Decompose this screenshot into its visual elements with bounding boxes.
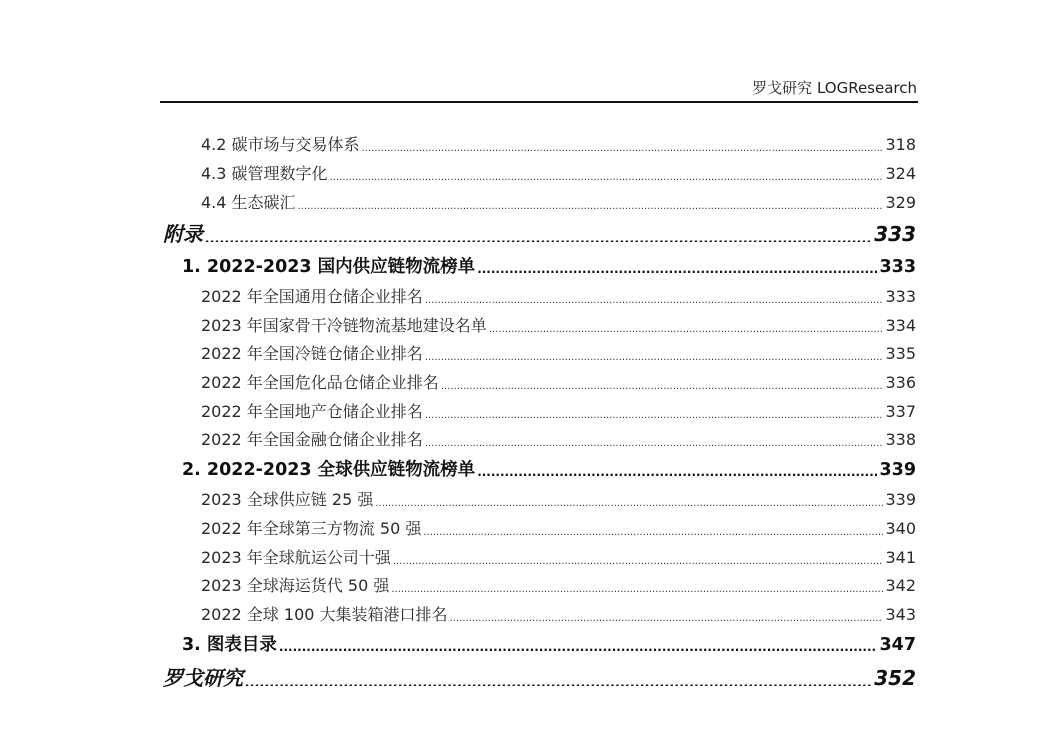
toc-dot-leader	[425, 288, 884, 302]
toc-entry-page: 335	[885, 344, 916, 363]
toc-entry[interactable]	[201, 284, 916, 307]
toc-entry-page: 329	[885, 193, 916, 212]
toc-entry-page: 318	[885, 135, 916, 154]
toc-dot-leader	[489, 317, 884, 331]
toc-entry[interactable]	[201, 516, 916, 539]
toc-section-entry[interactable]	[163, 218, 916, 247]
toc-entry-title: 附录	[163, 222, 203, 246]
toc-chapter-entry[interactable]	[182, 253, 916, 278]
toc-entry-page: 338	[885, 430, 916, 449]
toc-entry-title: 2. 2022-2023 全球供应链物流榜单	[182, 460, 476, 480]
toc-entry-title: 2022 年全国冷链仓储企业排名	[201, 344, 423, 363]
toc-dot-leader	[441, 374, 884, 388]
toc-entry-page: 341	[885, 548, 916, 567]
toc-entry-page: 333	[879, 257, 916, 277]
toc-entry-page: 347	[879, 635, 916, 655]
toc-entry-page: 333	[874, 222, 916, 246]
toc-entry[interactable]	[201, 190, 916, 213]
toc-entry-title: 2022 年全国通用仓储企业排名	[201, 287, 423, 306]
toc-entry-title: 4.2 碳市场与交易体系	[201, 135, 360, 154]
toc-dot-leader	[450, 606, 884, 620]
toc-dot-leader	[279, 636, 878, 652]
toc-dot-leader	[330, 165, 884, 179]
toc-dot-leader	[205, 224, 872, 242]
toc-entry-title: 2023 全球海运货代 50 强	[201, 576, 390, 595]
toc-dot-leader	[477, 258, 877, 274]
toc-dot-leader	[298, 194, 884, 208]
toc-dot-leader	[477, 461, 877, 477]
toc-entry-title: 1. 2022-2023 国内供应链物流榜单	[182, 257, 476, 277]
toc-entry-page: 337	[885, 402, 916, 421]
toc-entry-page: 339	[879, 460, 916, 480]
toc-dot-leader	[362, 136, 884, 150]
toc-entry-page: 339	[885, 490, 916, 509]
toc-dot-leader	[393, 549, 884, 563]
toc-entry[interactable]	[201, 370, 916, 393]
toc-entry-title: 罗戈研究	[163, 666, 243, 690]
toc-entry-page: 343	[885, 605, 916, 624]
toc-entry[interactable]	[201, 341, 916, 364]
toc-dot-leader	[375, 491, 883, 505]
toc-entry-page: 342	[885, 576, 916, 595]
toc-entry-title: 2022 全球 100 大集装箱港口排名	[201, 605, 448, 624]
toc-entry-page: 340	[885, 519, 916, 538]
toc-entry-title: 4.3 碳管理数字化	[201, 164, 328, 183]
toc-entry[interactable]	[201, 132, 916, 155]
toc-entry[interactable]	[201, 427, 916, 450]
toc-entry-title: 2023 年国家骨干冷链物流基地建设名单	[201, 316, 487, 335]
toc-entry-title: 2022 年全国地产仓储企业排名	[201, 402, 423, 421]
toc-entry-page: 336	[885, 373, 916, 392]
toc-entry-page: 333	[885, 287, 916, 306]
running-header: 罗戈研究 LOGResearch	[752, 79, 917, 97]
toc-entry-title: 2023 年全球航运公司十强	[201, 548, 391, 567]
toc-entry[interactable]	[201, 313, 916, 336]
toc-entry-title: 4.4 生态碳汇	[201, 193, 296, 212]
toc-dot-leader	[425, 431, 884, 445]
toc-dot-leader	[425, 345, 884, 359]
toc-entry-title: 2022 年全国金融仓储企业排名	[201, 430, 423, 449]
toc-chapter-entry[interactable]	[182, 456, 916, 481]
toc-entry[interactable]	[201, 399, 916, 422]
toc-entry-page: 324	[885, 164, 916, 183]
toc-entry-title: 2022 年全国危化品仓储企业排名	[201, 373, 439, 392]
toc-section-entry[interactable]	[163, 662, 916, 691]
toc-entry-page: 352	[874, 666, 916, 690]
toc-entry-title: 2022 年全球第三方物流 50 强	[201, 519, 422, 538]
toc-dot-leader	[391, 577, 883, 591]
toc-chapter-entry[interactable]	[182, 631, 916, 656]
toc-entry-title: 3. 图表目录	[182, 635, 277, 655]
toc-entry[interactable]	[201, 487, 916, 510]
toc-entry[interactable]	[201, 573, 916, 596]
toc-entry-page: 334	[885, 316, 916, 335]
toc-entry[interactable]	[201, 602, 916, 625]
toc-dot-leader	[423, 520, 883, 534]
toc-entry[interactable]	[201, 161, 916, 184]
toc-dot-leader	[425, 403, 884, 417]
toc-entry[interactable]	[201, 545, 916, 568]
toc-entry-title: 2023 全球供应链 25 强	[201, 490, 374, 509]
toc-dot-leader	[245, 668, 872, 686]
